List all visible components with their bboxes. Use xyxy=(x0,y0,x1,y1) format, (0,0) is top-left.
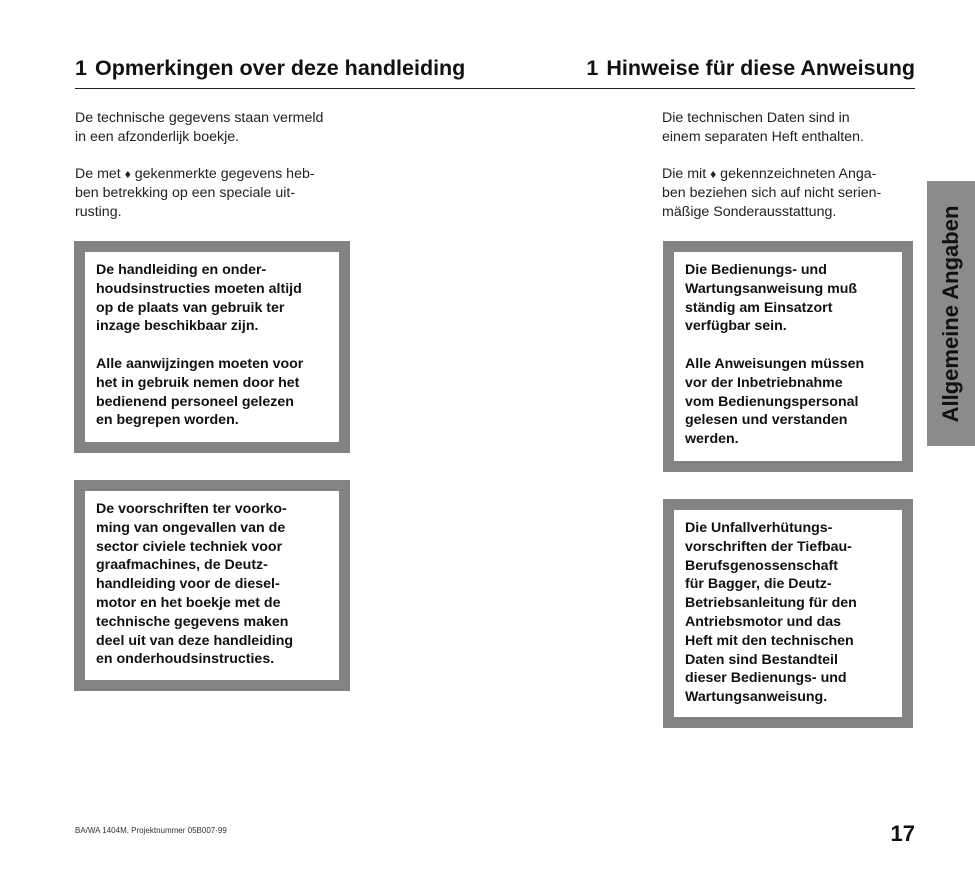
german-notice-box-regulations xyxy=(663,499,913,728)
german-notice-read-text: Alle Anweisungen müssen vor der Inbetriebnahme vom Bedienungspersonal gelesen und verstanden werden. xyxy=(685,355,865,448)
german-paragraph-technical-data: Die technischen Daten sind in einem separaten Heft enthalten. xyxy=(662,110,864,145)
section-side-tab-label: Allgemeine Angaben xyxy=(938,205,963,422)
dutch-notice-regulations-text: De voorschriften ter voorko- ming van ongevallen van de sector civiele techniek voor graafmachines, de Deutz- handleiding voor de diesel- motor en het boekje met de technische gegevens maken deel uit van deze handleiding en onderhoudsinstructies. xyxy=(96,501,294,668)
german-paragraph-2-rest: gekennzeichneten Anga- ben beziehen sich auf nicht serien- mäßige Sonderausstattung. xyxy=(662,166,882,220)
dutch-paragraph-technical-data: De technische gegevens staan vermeld in een afzonderlijk boekje. xyxy=(75,110,324,145)
diamond-icon: ♦ xyxy=(124,167,131,181)
dutch-paragraph-2-rest: gekenmerkte gegevens heb- ben betrekking op een speciale uit- rusting. xyxy=(75,166,315,220)
dutch-paragraph-2-start: De met xyxy=(75,166,121,182)
dutch-notice-box-availability xyxy=(74,241,350,453)
heading-rule xyxy=(75,88,915,89)
section-side-tab xyxy=(927,181,975,446)
page-number: 17 xyxy=(890,821,915,846)
german-notice-box-availability xyxy=(663,241,913,472)
heading-dutch xyxy=(75,54,465,82)
heading-dutch-number: 1 xyxy=(75,56,87,80)
heading-german xyxy=(586,54,915,82)
footer-document-reference: BA/WA 1404M, Projektnummer 05B007-99 xyxy=(75,826,227,835)
german-notice-regulations-text: Die Unfallverhütungs- vorschriften der Tiefbau- Berufsgenossenschaft für Bagger, die Deutz- Betriebsanleitung für den Antriebsmotor und das Heft mit den technischen Daten sind Bestandteil dieser Bedienungs- und Wartungsanweisung. xyxy=(685,520,857,706)
german-paragraph-special-equipment xyxy=(662,165,922,222)
dutch-notice-read-text: Alle aanwijzingen moeten voor het in gebruik nemen door het bedienend personeel gelezen en begrepen worden. xyxy=(96,355,304,429)
heading-dutch-title: Opmerkingen over deze handleiding xyxy=(94,56,466,80)
heading-german-title: Hinweise für diese Anweisung xyxy=(606,56,915,80)
german-notice-availability-text: Die Bedienungs- und Wartungsanweisung muß ständig am Einsatzort verfügbar sein. xyxy=(685,262,858,335)
dutch-notice-availability-text: De handleiding en onder- houdsinstructies moeten altijd op de plaats van gebruik ter inzage beschikbaar zijn. xyxy=(96,262,302,335)
dutch-notice-box-regulations xyxy=(74,480,350,691)
dutch-paragraph-special-equipment xyxy=(75,165,375,222)
heading-german-number: 1 xyxy=(586,56,599,80)
diamond-icon: ♦ xyxy=(710,167,717,181)
german-paragraph-2-start: Die mit xyxy=(662,166,707,182)
